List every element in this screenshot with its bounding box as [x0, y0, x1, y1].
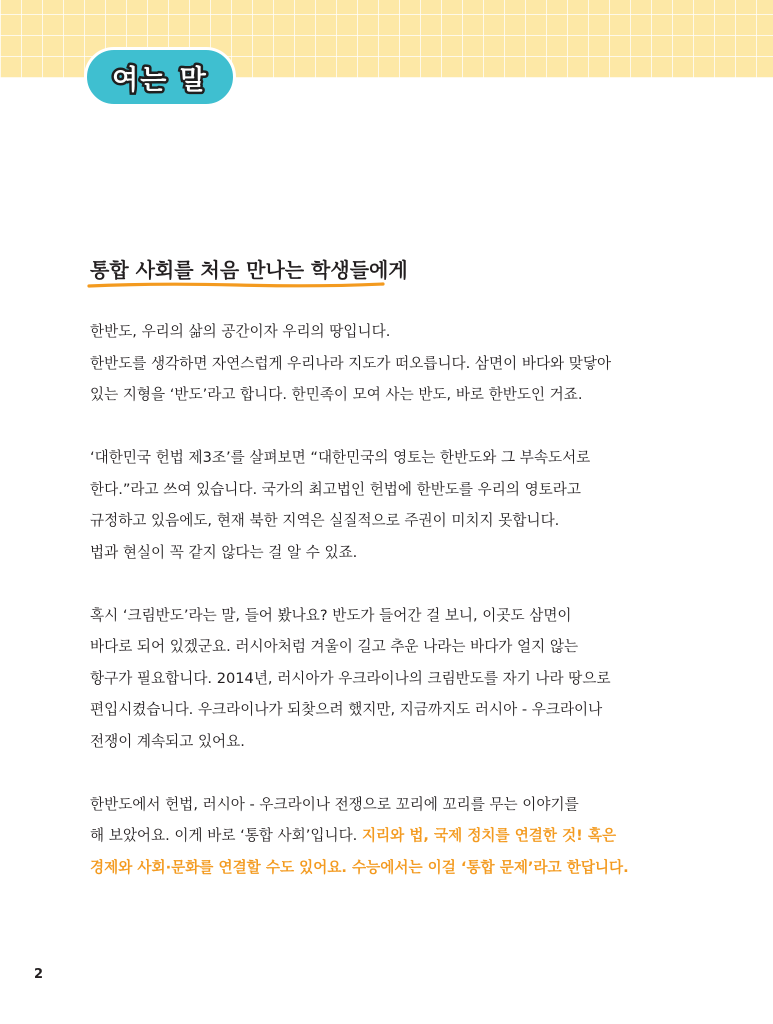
paragraph-line: 혹시 ‘크림반도’라는 말, 들어 봤나요? 반도가 들어간 걸 보니, 이곳도 삼면이 [90, 606, 572, 624]
page-number: 2 [34, 967, 44, 982]
paragraph-1 [90, 316, 730, 411]
paragraph-3 [90, 600, 730, 758]
section-badge [84, 47, 236, 107]
paragraph-2 [90, 442, 730, 568]
paragraph-line: 항구가 필요합니다. 2014년, 러시아가 우크라이나의 크림반도를 자기 나라 땅으로 [90, 669, 611, 687]
section-title: 통합 사회를 처음 만나는 학생들에게 [90, 258, 408, 282]
paragraph-line: 한반도에서 헌법, 러시아 - 우크라이나 전쟁으로 꼬리에 꼬리를 무는 이야기를 [90, 795, 579, 813]
section-badge-label: 여는 말 [112, 64, 208, 96]
paragraph-line: 규정하고 있음에도, 현재 북한 지역은 실질적으로 주권이 미치지 못합니다. [90, 512, 560, 529]
title-underline [87, 279, 385, 291]
paragraph-line: ‘대한민국 헌법 제3조’를 살펴보면 “대한민국의 영토는 한반도와 그 부속도서로 [90, 449, 591, 466]
paragraph-line: 법과 현실이 꼭 같지 않다는 걸 알 수 있죠. [90, 543, 358, 561]
highlight-line: 경제와 사회·문화를 연결할 수도 있어요. 수능에서는 이걸 ‘통합 문제’라고 한답니다. [90, 858, 629, 876]
paragraph-line: 전쟁이 계속되고 있어요. [90, 732, 245, 750]
paragraph-line: 한반도를 생각하면 자연스럽게 우리나라 지도가 떠오릅니다. 삼면이 바다와 맞닿아 [90, 354, 612, 372]
paragraph-line [90, 820, 730, 852]
paragraph-line: 편입시켰습니다. 우크라이나가 되찾으려 했지만, 지금까지도 러시아 - 우크라이나 [90, 701, 603, 718]
highlight-text: 지리와 법, 국제 정치를 연결한 것! 혹은 [361, 827, 617, 844]
paragraph-line: 한반도, 우리의 삶의 공간이자 우리의 땅입니다. [90, 323, 391, 340]
paragraph-line: 바다로 되어 있겠군요. 러시아처럼 겨울이 길고 추운 나라는 바다가 얼지 않는 [90, 638, 579, 655]
paragraph-line: 한다.”라고 쓰여 있습니다. 국가의 최고법인 헌법에 한반도를 우리의 영토라고 [90, 480, 581, 498]
paragraph-line: 있는 지형을 ‘반도’라고 합니다. 한민족이 모여 사는 반도, 바로 한반도인 거죠. [90, 386, 583, 403]
paragraph-text: 해 보았어요. 이게 바로 ‘통합 사회’입니다. [90, 827, 362, 844]
article-body [90, 316, 730, 883]
paragraph-4 [90, 789, 730, 884]
